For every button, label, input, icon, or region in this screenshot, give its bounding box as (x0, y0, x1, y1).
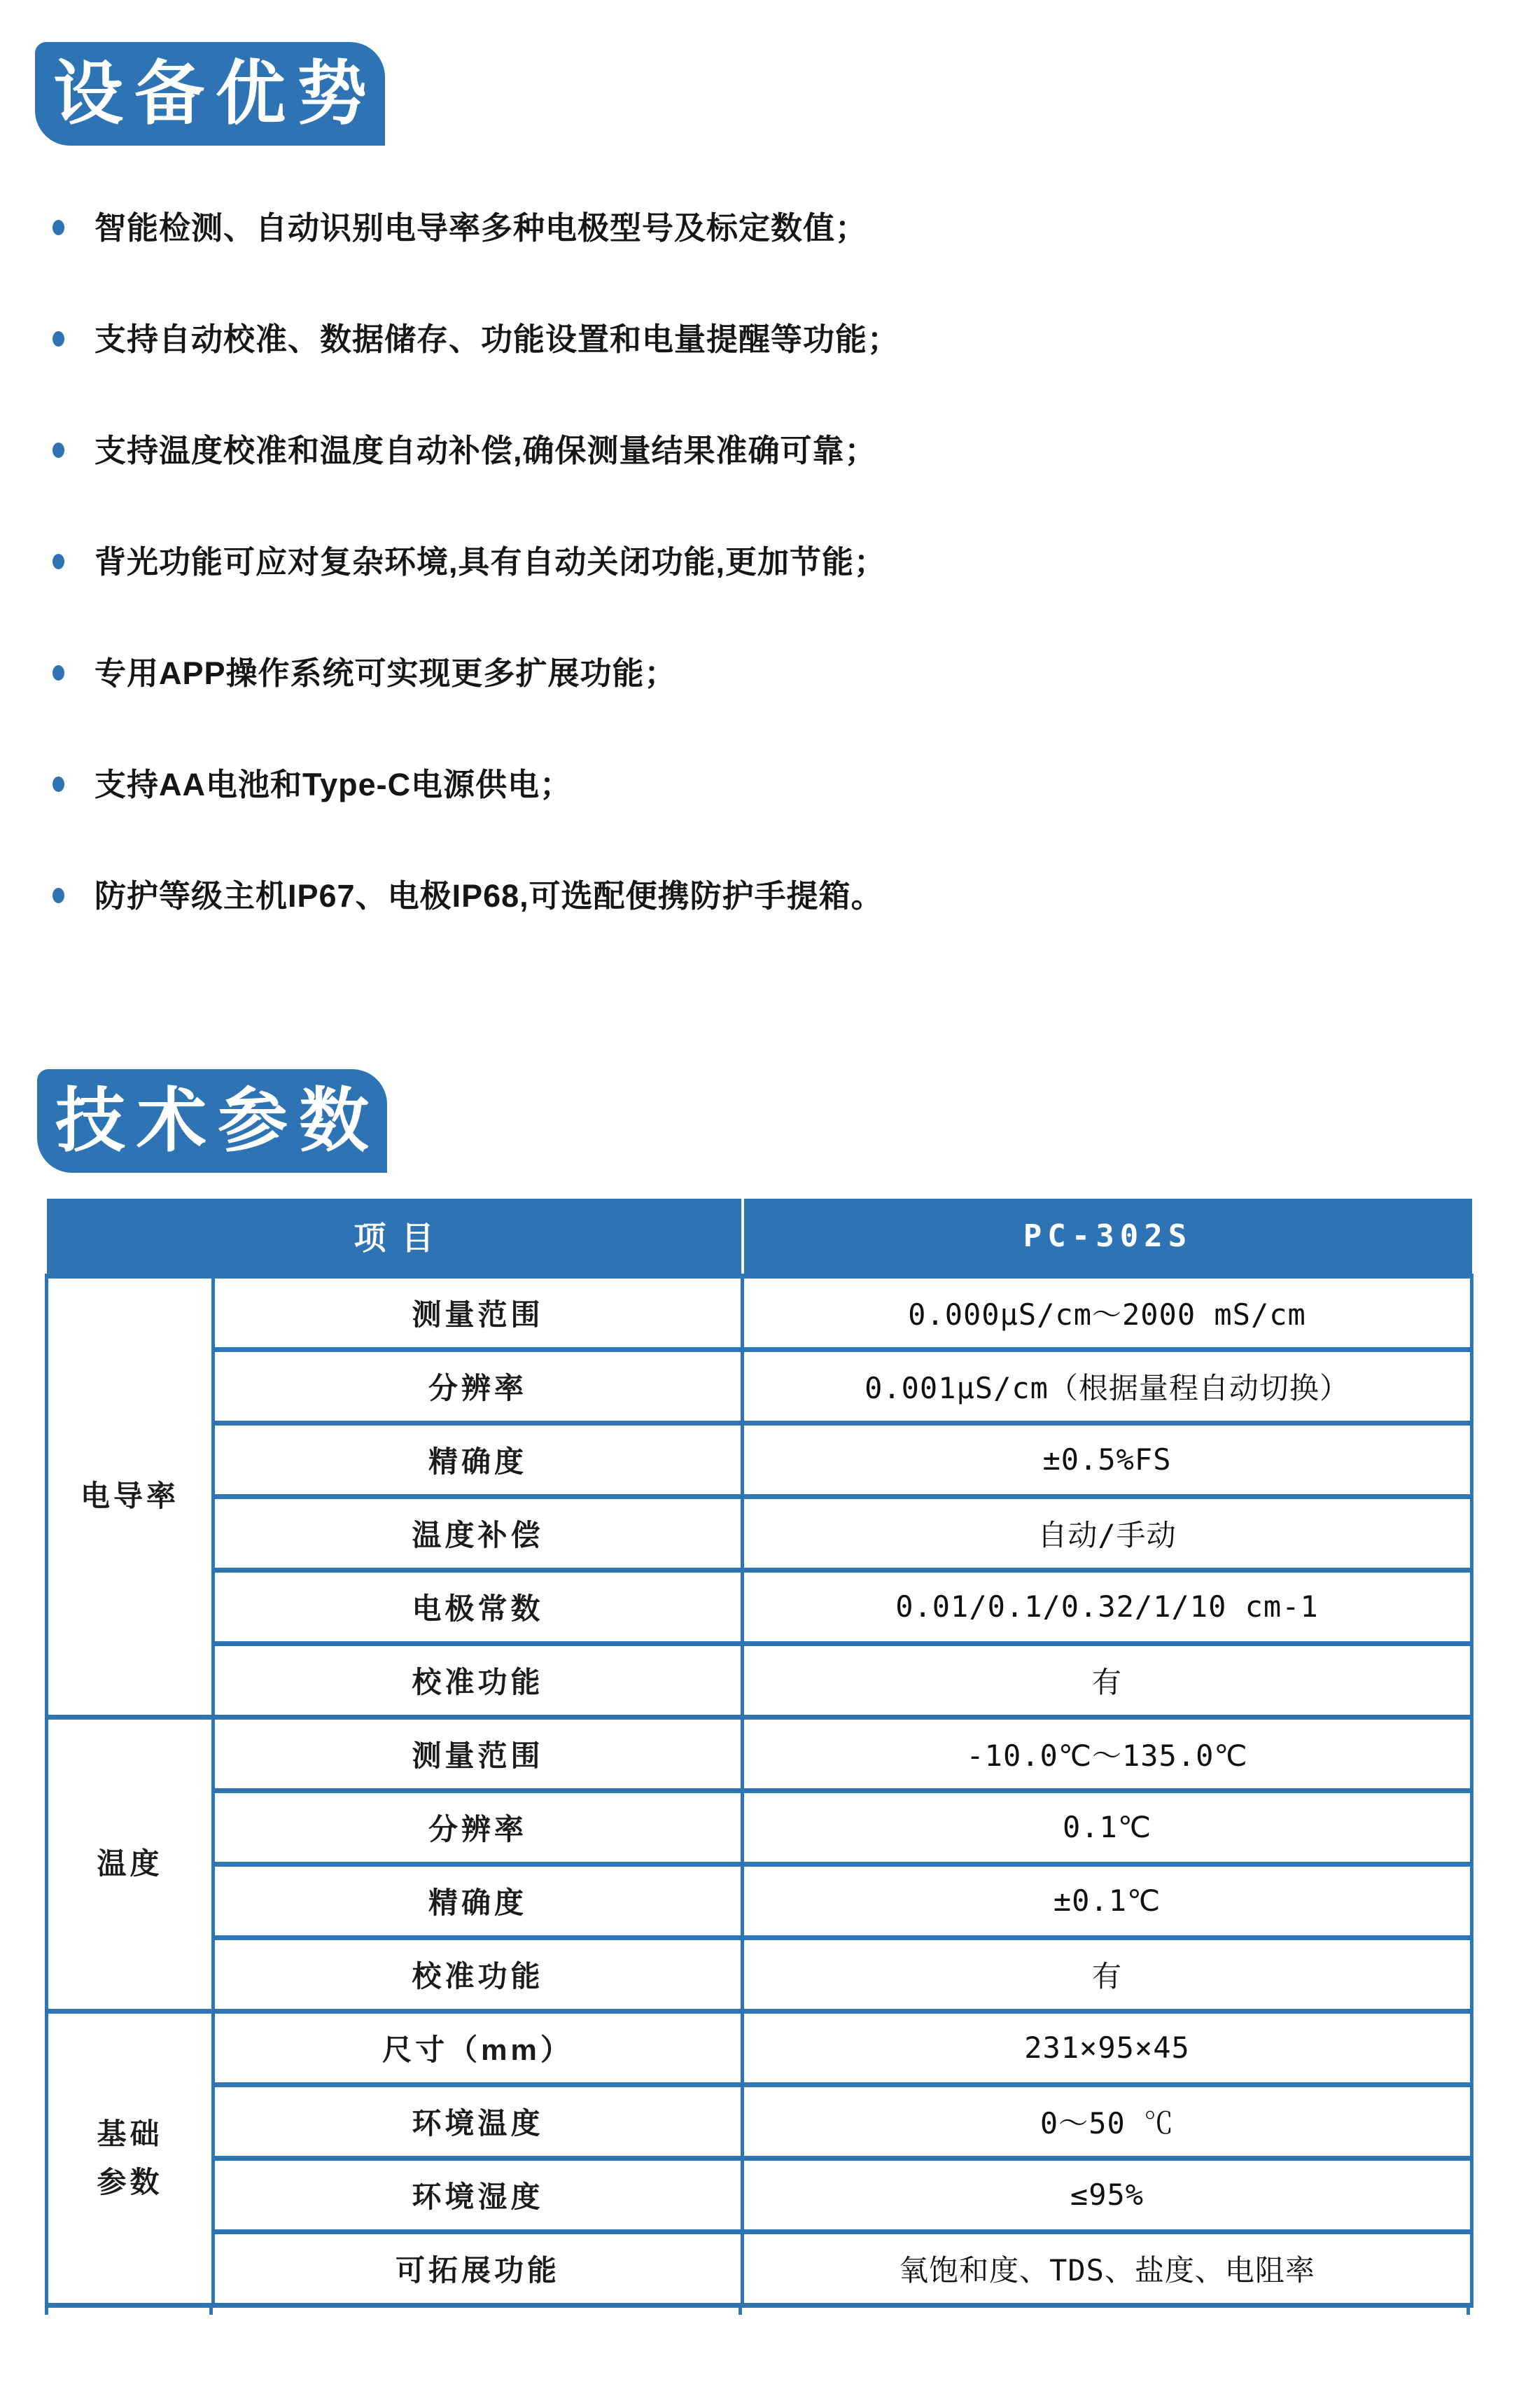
bullet-icon (52, 443, 64, 458)
table-row (47, 1937, 1472, 2011)
param-label: 电极常数 (214, 1570, 743, 1643)
table-row (47, 2158, 1472, 2231)
table-row (47, 1496, 1472, 1570)
param-value: 有 (743, 1937, 1472, 2011)
section-title-specs: 技术参数 (55, 1082, 380, 1160)
advantage-text: 支持自动校准、数据储存、功能设置和电量提醒等功能； (94, 321, 900, 357)
table-row (47, 2011, 1472, 2084)
param-label: 尺寸（mm） (214, 2011, 743, 2084)
param-label: 精确度 (214, 1864, 743, 1937)
advantage-text: 支持温度校准和温度自动补偿,确保测量结果准确可靠； (94, 432, 877, 468)
bullet-icon (52, 331, 64, 347)
advantage-text: 支持AA电池和Type-C电源供电； (94, 766, 573, 802)
section-title-advantages: 设备优势 (53, 55, 378, 133)
param-label: 校准功能 (214, 1643, 743, 1717)
column-header-model: PC-302S (743, 1199, 1472, 1276)
bullet-icon (52, 220, 64, 235)
advantages-list (52, 211, 1424, 991)
param-value: ±0.1℃ (743, 1864, 1472, 1937)
param-label: 校准功能 (214, 1937, 743, 2011)
table-border-stub (209, 2304, 213, 2315)
param-label: 测量范围 (214, 1276, 743, 1349)
list-item (52, 545, 1424, 578)
param-value: 氧饱和度、TDS、盐度、电阻率 (743, 2231, 1472, 2305)
param-value: ±0.5%FS (743, 1423, 1472, 1496)
bullet-icon (52, 776, 64, 792)
table-header-row (47, 1199, 1472, 1276)
param-value: ≤95% (743, 2158, 1472, 2231)
row-group-temperature: 温度 (47, 1717, 214, 2011)
table-row (47, 1349, 1472, 1423)
table-row (47, 1276, 1472, 1349)
table-border-stub (1466, 2304, 1470, 2315)
param-value: 自动/手动 (743, 1496, 1472, 1570)
param-label: 环境温度 (214, 2084, 743, 2158)
table-row (47, 1864, 1472, 1937)
table-row (47, 2084, 1472, 2158)
column-header-item: 项目 (47, 1199, 743, 1276)
param-label: 环境湿度 (214, 2158, 743, 2231)
table-row (47, 1643, 1472, 1717)
param-value: -10.0℃～135.0℃ (743, 1717, 1472, 1790)
list-item (52, 768, 1424, 800)
section-badge-specs (37, 1069, 387, 1173)
list-item (52, 657, 1424, 689)
advantage-text: 背光功能可应对复杂环境,具有自动关闭功能,更加节能； (94, 543, 887, 580)
bullet-icon (52, 665, 64, 681)
table-row (47, 1717, 1472, 1790)
bullet-icon (52, 554, 64, 569)
param-label: 分辨率 (214, 1349, 743, 1423)
specs-table (45, 1199, 1474, 2308)
table-row (47, 1423, 1472, 1496)
param-label: 测量范围 (214, 1717, 743, 1790)
list-item (52, 323, 1424, 355)
list-item (52, 211, 1424, 244)
param-label: 温度补偿 (214, 1496, 743, 1570)
table-border-stub (738, 2304, 742, 2315)
row-group-conductivity: 电导率 (47, 1276, 214, 1717)
param-value: 0.1℃ (743, 1790, 1472, 1864)
advantage-text: 专用APP操作系统可实现更多扩展功能； (94, 655, 677, 691)
table-row (47, 2231, 1472, 2305)
list-item (52, 879, 1424, 912)
table-row (47, 1570, 1472, 1643)
param-value: 0～50 ℃ (743, 2084, 1472, 2158)
param-value: 0.01/0.1/0.32/1/10 cm-1 (743, 1570, 1472, 1643)
param-label: 可拓展功能 (214, 2231, 743, 2305)
advantage-text: 防护等级主机IP67、电极IP68,可选配便携防护手提箱。 (94, 877, 883, 914)
param-value: 231×95×45 (743, 2011, 1472, 2084)
param-value: 有 (743, 1643, 1472, 1717)
section-badge-advantages (35, 42, 385, 146)
bullet-icon (52, 888, 64, 903)
param-value: 0.000μS/cm～2000 mS/cm (743, 1276, 1472, 1349)
list-item (52, 434, 1424, 466)
table-border-stub (45, 2304, 48, 2315)
table-row (47, 1790, 1472, 1864)
row-group-basic: 基础参数 (47, 2011, 214, 2305)
param-value: 0.001μS/cm（根据量程自动切换） (743, 1349, 1472, 1423)
param-label: 精确度 (214, 1423, 743, 1496)
param-label: 分辨率 (214, 1790, 743, 1864)
advantage-text: 智能检测、自动识别电导率多种电极型号及标定数值； (94, 209, 868, 246)
